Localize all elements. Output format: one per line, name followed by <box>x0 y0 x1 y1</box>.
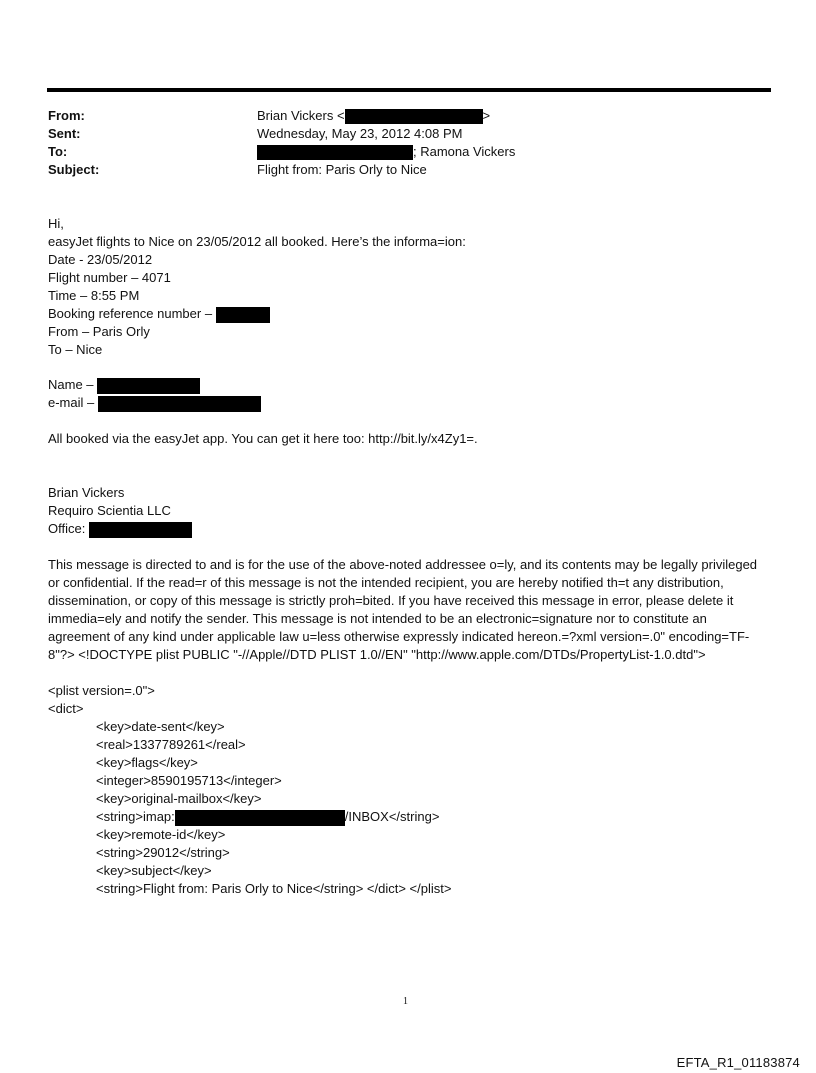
plist-line-mailbox: <string>imap: /INBOX</string> <box>96 809 440 824</box>
body-line-time: Time – 8:55 PM <box>48 288 140 303</box>
plist-dict-open: <dict> <box>48 701 84 716</box>
sent-label: Sent: <box>48 126 81 141</box>
plist-line: <real>1337789261</real> <box>96 737 246 752</box>
redacted-email <box>345 109 483 124</box>
plist-line: <string>Flight from: Paris Orly to Nice</string> </dict> </plist> <box>96 881 452 896</box>
subject-value: Flight from: Paris Orly to Nice <box>257 162 427 177</box>
from-label: From: <box>48 108 85 123</box>
body-line-app: All booked via the easyJet app. You can get it here too: http://bit.ly/x4Zy1=. <box>48 431 478 446</box>
plist-line: <key>flags</key> <box>96 755 198 770</box>
to-label: To: <box>48 144 68 159</box>
plist-line: <string>29012</string> <box>96 845 230 860</box>
redacted-booking-ref <box>216 307 270 323</box>
body-line-flight: Flight number – 4071 <box>48 270 171 285</box>
disclaimer: This message is directed to and is for the use of the above-noted addressee o=ly, and its contents may be legally privileged or confidential. If the read=r of this message is not the intended recipient, you are hereby notified th=t any distribution, dissemination, or copy of this message is strictly proh=bited. If you have received this message in error, please delete it immedia=ely and notify the sender. This message is not intended to be an electronic=signature nor to constitute an agreement of any kind under applicable law u=less otherwise expressly indicated hereon.=?xml version=.0" encoding=TF-8"?> <!DOCTYPE plist PUBLIC "-//Apple//DTD PLIST 1.0//EN" "http://www.apple.com/DTDs/PropertyList-1.0.dtd"> <box>48 557 758 662</box>
body-line-booked: easyJet flights to Nice on 23/05/2012 all booked. Here’s the informa=ion: <box>48 234 466 249</box>
body-line-email: e-mail – <box>48 394 261 412</box>
body-line-name: Name – <box>48 376 200 394</box>
greeting: Hi, <box>48 216 64 231</box>
redacted-phone <box>89 522 192 538</box>
signature-name: Brian Vickers <box>48 485 125 500</box>
plist-line: <key>remote-id</key> <box>96 827 226 842</box>
body-line-to: To – Nice <box>48 342 103 357</box>
header-rule <box>47 88 771 92</box>
plist-line: <integer>8590195713</integer> <box>96 773 282 788</box>
body-line-from: From – Paris Orly <box>48 324 150 339</box>
to-value: ; Ramona Vickers <box>257 143 515 161</box>
sent-value: Wednesday, May 23, 2012 4:08 PM <box>257 126 463 141</box>
body-line-date: Date - 23/05/2012 <box>48 252 153 267</box>
plist-line: <key>subject</key> <box>96 863 212 878</box>
signature-office: Office: <box>48 520 192 538</box>
document-id: EFTA_R1_01183874 <box>676 1055 800 1070</box>
plist-line: <key>date-sent</key> <box>96 719 225 734</box>
redacted-email-address <box>98 396 261 412</box>
redacted-recipient <box>257 145 413 160</box>
subject-label: Subject: <box>48 162 100 177</box>
plist-line: <key>original-mailbox</key> <box>96 791 262 806</box>
redacted-name <box>97 378 200 394</box>
signature-company: Requiro Scientia LLC <box>48 503 171 518</box>
page-number: 1 <box>403 996 408 1007</box>
body-line-booking: Booking reference number – <box>48 305 270 323</box>
from-value: Brian Vickers < > <box>257 108 491 123</box>
plist-open: <plist version=.0"> <box>48 683 155 698</box>
redacted-mailbox <box>175 810 345 826</box>
